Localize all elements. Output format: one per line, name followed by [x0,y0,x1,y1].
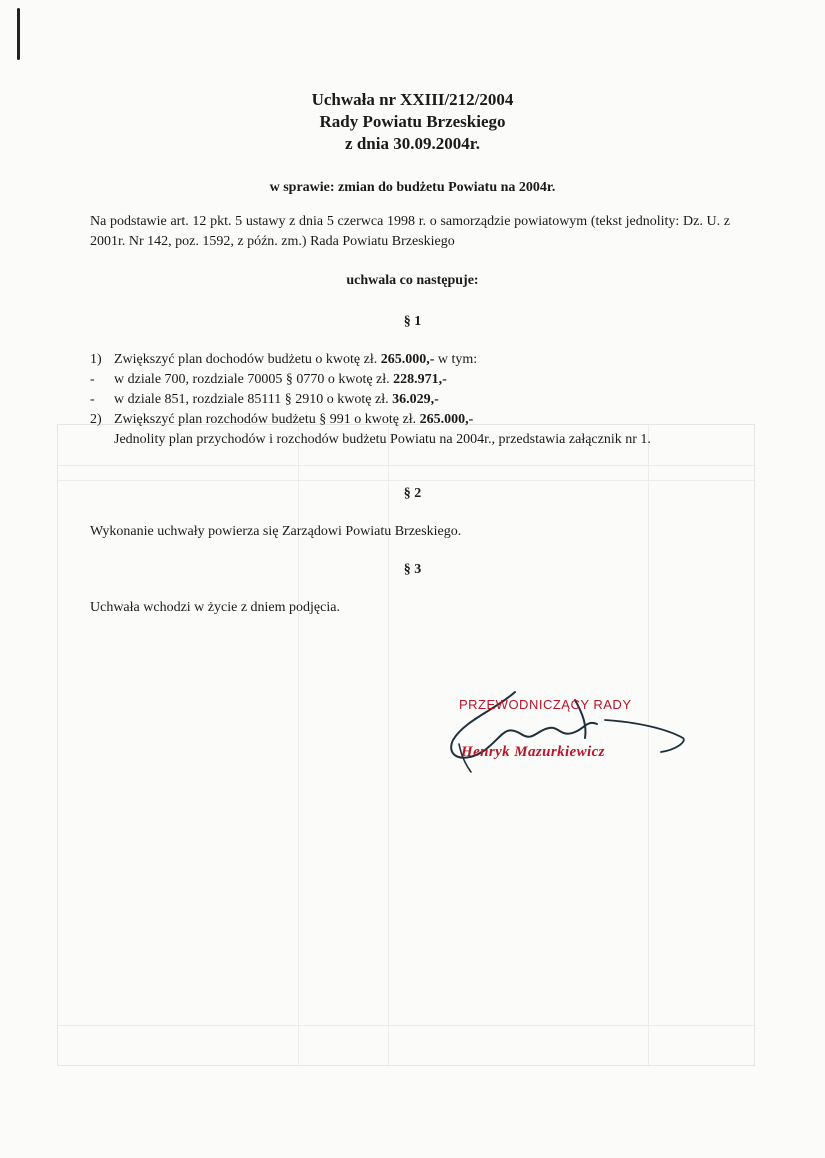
resolution-subject: w sprawie: zmian do budżetu Powiatu na 2004r. [269,180,556,195]
list-marker: - [90,372,95,387]
list-item-text: w dziale 700, rozdziale 70005 § 0770 o kwotę zł. 228.971,- [114,372,447,387]
list-item-text: Zwiększyć plan dochodów budżetu o kwotę zł. 265.000,- w tym: [114,352,478,367]
list-marker: 2) [90,412,102,427]
scan-artifact-mark [17,8,20,60]
list-marker: 1) [90,352,102,367]
resolves-heading: uchwala co następuje: [346,273,479,288]
signatory-name: Henryk Mazurkiewicz [461,744,605,760]
section-3-heading: § 3 [403,562,422,577]
section-1-note: Jednolity plan przychodów i rozchodów budżetu Powiatu na 2004r., przedstawia załącznik nr 1. [114,432,651,447]
section-3-text: Uchwała wchodzi w życie z dniem podjęcia. [90,600,340,615]
amount: 36.029,- [392,392,439,407]
resolution-number: Uchwała nr XXIII/212/2004 [311,90,514,109]
amount: 228.971,- [393,372,447,387]
list-item-text: Zwiększyć plan rozchodów budżetu § 991 o kwotę zł. 265.000,- [114,412,474,427]
handwritten-signature [425,680,695,780]
section-1-heading: § 1 [403,314,422,329]
list-item-text: w dziale 851, rozdziale 85111 § 2910 o kwotę zł. 36.029,- [114,392,439,407]
legal-basis: Na podstawie art. 12 pkt. 5 ustawy z dnia 5 czerwca 1998 r. o samorządzie powiatowym (tekst jednolity: Dz. U. z 2001r. Nr 142, poz. 1592, z późn. zm.) Rada Powiatu Brzeskiego [90,214,730,249]
amount: 265.000,- [419,412,474,427]
council-name: Rady Powiatu Brzeskiego [319,112,506,131]
resolution-date: z dnia 30.09.2004r. [345,134,480,153]
section-2-heading: § 2 [403,486,422,501]
signatory-title: PRZEWODNICZĄCY RADY [459,697,632,712]
amount: 265.000,- [380,352,435,367]
list-marker: - [90,392,95,407]
section-2-text: Wykonanie uchwały powierza się Zarządowi Powiatu Brzeskiego. [90,524,462,539]
